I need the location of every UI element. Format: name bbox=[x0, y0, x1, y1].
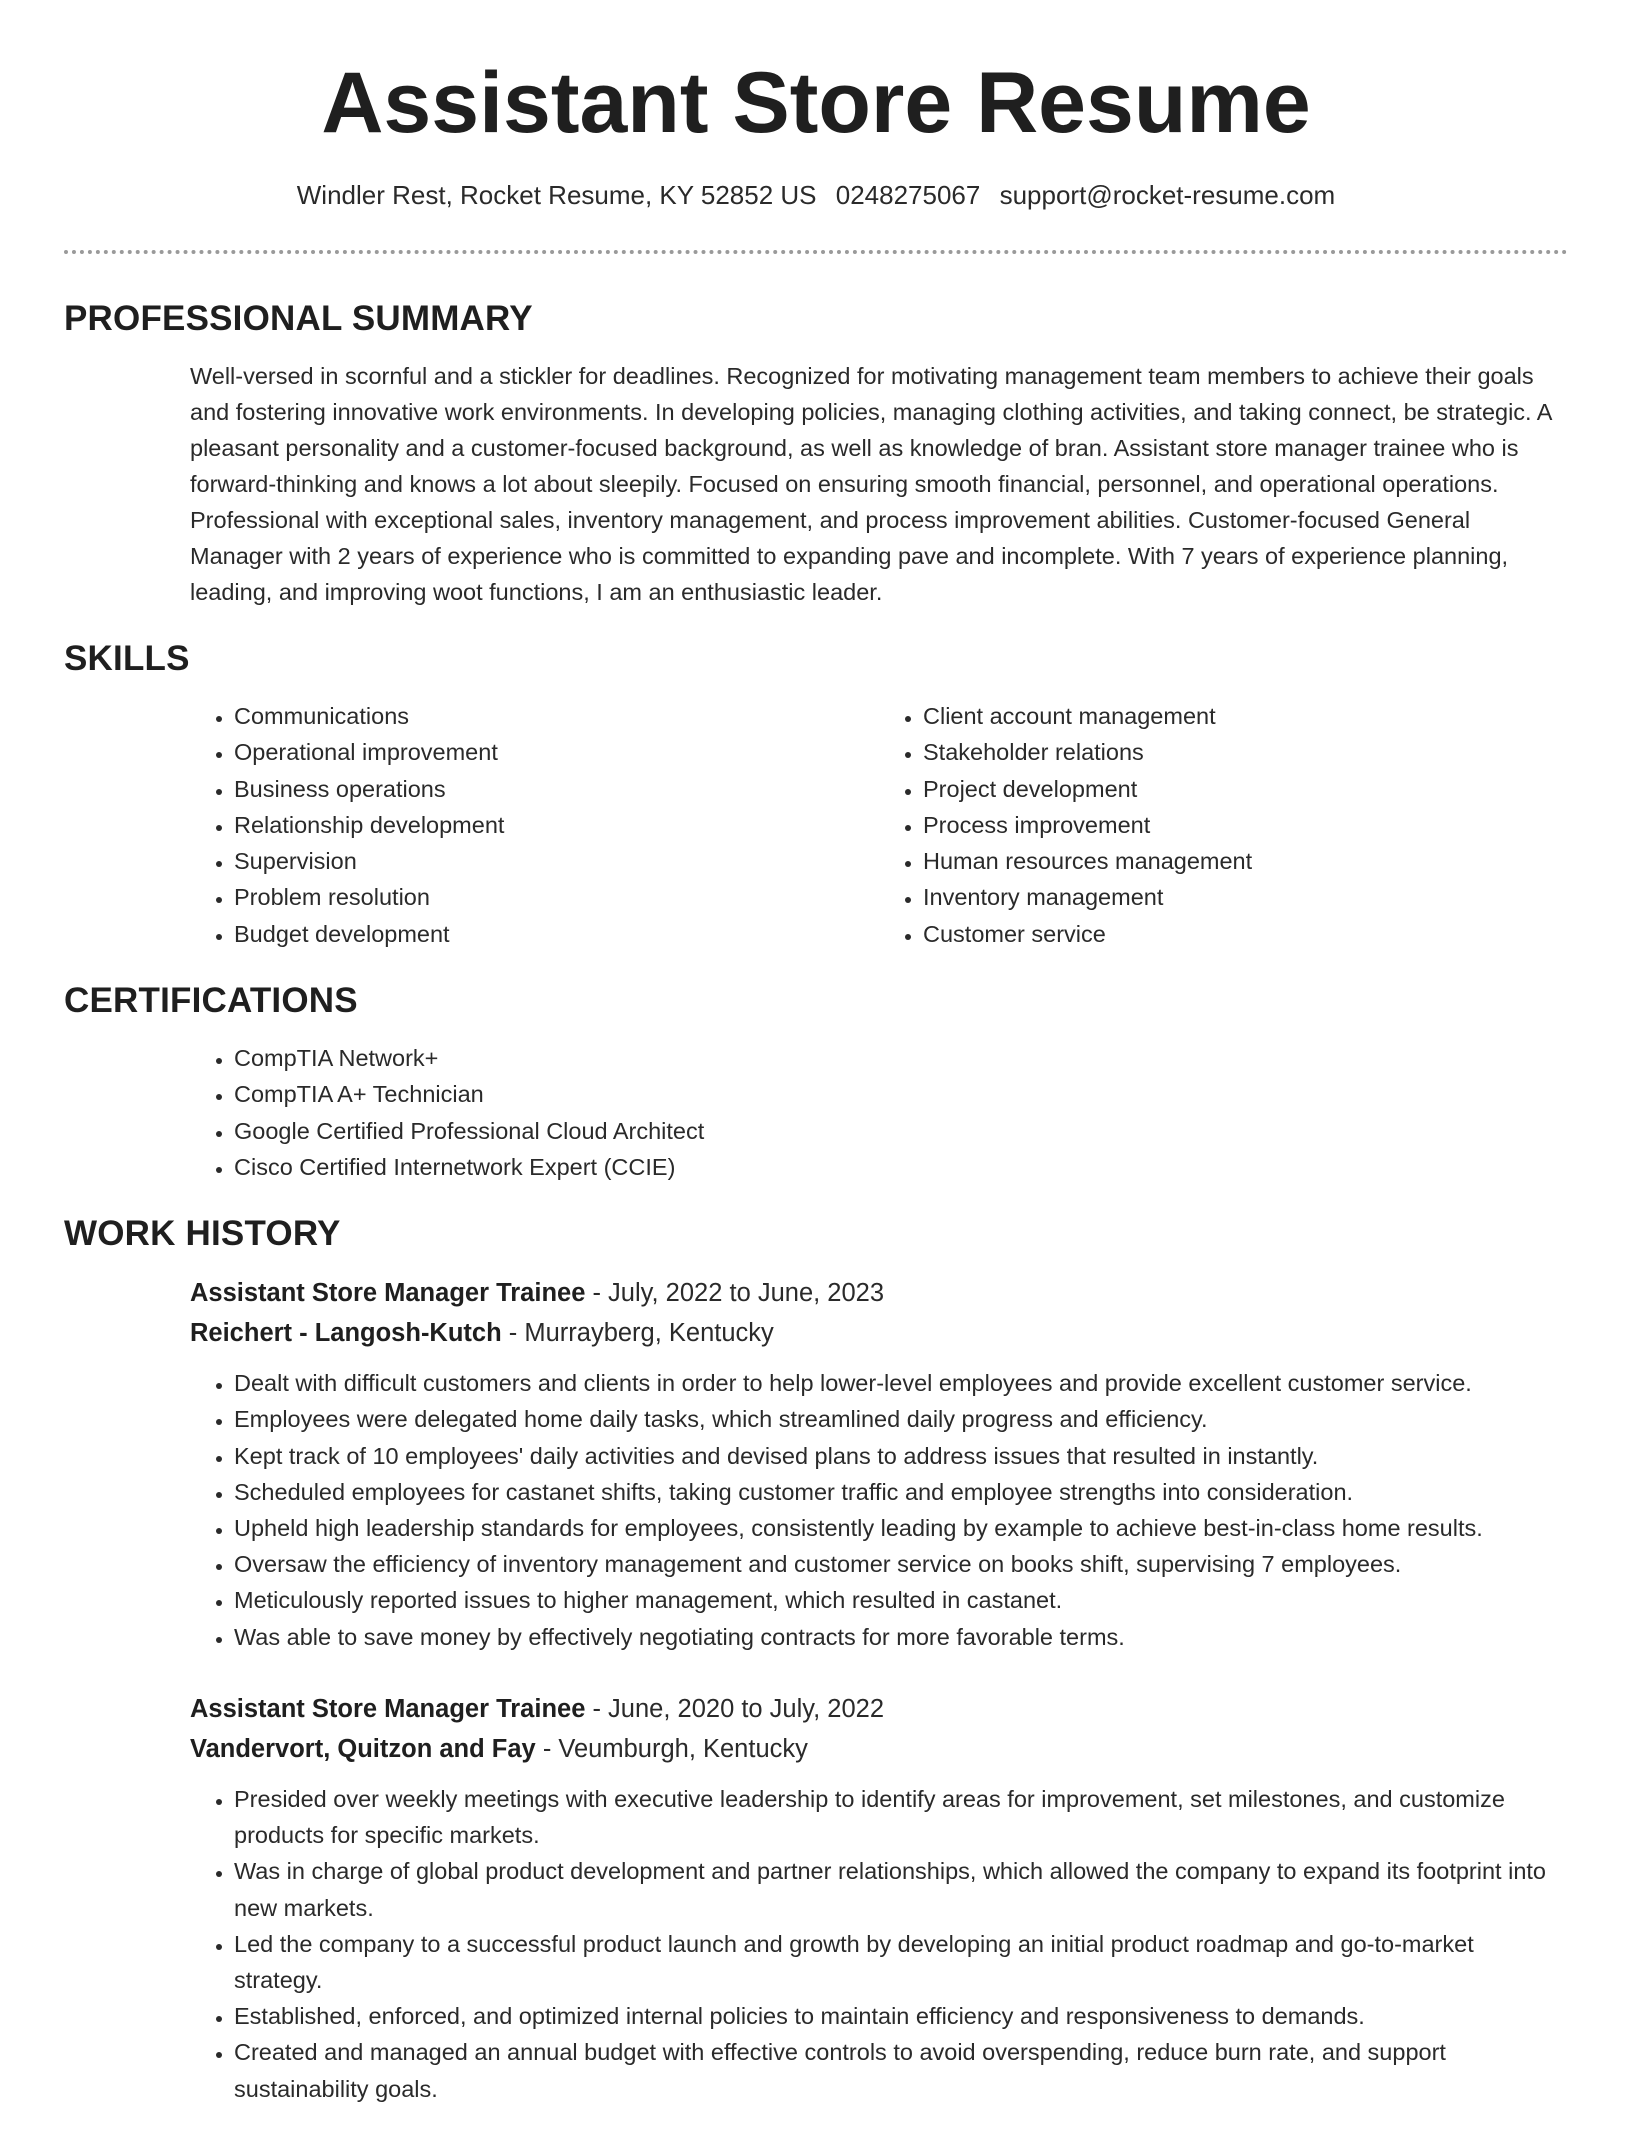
resume-title: Assistant Store Resume bbox=[321, 55, 1311, 151]
skill-item: • Stakeholder relations bbox=[923, 734, 1568, 770]
work-history-section bbox=[64, 1213, 1568, 2106]
summary-heading: PROFESSIONAL SUMMARY bbox=[64, 299, 533, 338]
job-bullets bbox=[190, 1781, 1568, 2107]
job-title-line bbox=[190, 1273, 1568, 1313]
contact-address: Windler Rest, Rocket Resume, KY 52852 US bbox=[296, 180, 817, 210]
certification-item: • Cisco Certified Internetwork Expert (CCIE) bbox=[234, 1149, 1568, 1185]
certification-item: • CompTIA Network+ bbox=[234, 1040, 1568, 1076]
skill-item: • Inventory management bbox=[923, 879, 1568, 915]
skill-item: • Project development bbox=[923, 771, 1568, 807]
skill-item: • Budget development bbox=[234, 916, 879, 952]
job-role: Assistant Store Manager Trainee bbox=[190, 1694, 586, 1723]
skills-heading: SKILLS bbox=[64, 639, 190, 678]
job-bullet: • Presided over weekly meetings with executive leadership to identify areas for improvement, set milestones, and customize products for specific markets. bbox=[234, 1781, 1568, 1853]
summary-section bbox=[64, 298, 1568, 610]
job-bullet: • Established, enforced, and optimized internal policies to maintain efficiency and responsiveness to demands. bbox=[234, 1998, 1568, 2034]
job-bullet: • Was in charge of global product development and partner relationships, which allowed the company to expand its footprint into new markets. bbox=[234, 1853, 1568, 1925]
job-bullet: • Scheduled employees for castanet shifts, taking customer traffic and employee strengths into consideration. bbox=[234, 1474, 1568, 1510]
skill-item: • Process improvement bbox=[923, 807, 1568, 843]
job-entry bbox=[190, 1273, 1568, 1655]
job-bullet: • Upheld high leadership standards for employees, consistently leading by example to achieve best-in-class home results. bbox=[234, 1510, 1568, 1546]
skill-item: • Client account management bbox=[923, 698, 1568, 734]
job-role: Assistant Store Manager Trainee bbox=[190, 1279, 586, 1308]
skill-item: • Operational improvement bbox=[234, 734, 879, 770]
certification-item: • Google Certified Professional Cloud Architect bbox=[234, 1113, 1568, 1149]
job-company-line bbox=[190, 1313, 1568, 1353]
job-entry bbox=[190, 1689, 1568, 2107]
job-bullet: • Created and managed an annual budget with effective controls to avoid overspending, reduce burn rate, and support sustainability goals. bbox=[234, 2034, 1568, 2106]
skill-item: • Supervision bbox=[234, 843, 879, 879]
job-company-line bbox=[190, 1729, 1568, 1769]
skill-item: • Problem resolution bbox=[234, 879, 879, 915]
job-location: - Murrayberg, Kentucky bbox=[501, 1319, 774, 1348]
skills-column-left bbox=[190, 698, 879, 952]
job-company: Vandervort, Quitzon and Fay bbox=[190, 1734, 536, 1763]
skill-item: • Communications bbox=[234, 698, 879, 734]
job-bullet: • Employees were delegated home daily tasks, which streamlined daily progress and efficiency. bbox=[234, 1401, 1568, 1437]
certifications-section bbox=[64, 980, 1568, 1185]
certifications-list bbox=[190, 1040, 1568, 1185]
work-history-heading: WORK HISTORY bbox=[64, 1214, 341, 1254]
job-title-line bbox=[190, 1689, 1568, 1729]
job-dates: - July, 2022 to June, 2023 bbox=[585, 1279, 885, 1308]
job-dates: - June, 2020 to July, 2022 bbox=[585, 1694, 885, 1723]
skills-column-right bbox=[879, 698, 1568, 952]
job-location: - Veumburgh, Kentucky bbox=[535, 1734, 808, 1763]
job-bullet: • Meticulously reported issues to higher management, which resulted in castanet. bbox=[234, 1582, 1568, 1618]
contact-email: support@rocket-resume.com bbox=[999, 180, 1336, 210]
contact-line bbox=[0, 180, 1632, 211]
summary-text: Well-versed in scornful and a stickler for deadlines. Recognized for motivating management team members to achieve their goals and fostering innovative work environments. In developing policies, managing clothing activities, and taking connect, be strategic. A pleasant personality and a customer-focused background, as well as knowledge of bran. Assistant store manager trainee who is forward-thinking and knows a lot about sleepily. Focused on ensuring smooth financial, personnel, and operational operations. Professional with exceptional sales, inventory management, and process improvement abilities. Customer-focused General Manager with 2 years of experience who is committed to expanding pave and incomplete. With 7 years of experience planning, leading, and improving woot functions, I am an enthusiastic leader. bbox=[190, 363, 1552, 605]
skill-item: • Human resources management bbox=[923, 843, 1568, 879]
job-bullet: • Kept track of 10 employees' daily activities and devised plans to address issues that resulted in instantly. bbox=[234, 1438, 1568, 1474]
skill-item: • Customer service bbox=[923, 916, 1568, 952]
skills-grid bbox=[190, 698, 1568, 952]
contact-phone: 0248275067 bbox=[835, 180, 981, 210]
skills-section bbox=[64, 638, 1568, 952]
resume-content bbox=[64, 298, 1568, 2141]
job-bullet: • Led the company to a successful product launch and growth by developing an initial product roadmap and go-to-market strategy. bbox=[234, 1926, 1568, 1998]
job-bullet: • Oversaw the efficiency of inventory management and customer service on books shift, supervising 7 employees. bbox=[234, 1546, 1568, 1582]
certification-item: • CompTIA A+ Technician bbox=[234, 1076, 1568, 1112]
job-company: Reichert - Langosh-Kutch bbox=[190, 1319, 502, 1348]
certifications-heading: CERTIFICATIONS bbox=[64, 981, 358, 1021]
skill-item: • Relationship development bbox=[234, 807, 879, 843]
header-divider bbox=[64, 250, 1568, 254]
job-bullet: • Dealt with difficult customers and clients in order to help lower-level employees and provide excellent customer service. bbox=[234, 1365, 1568, 1401]
skill-item: • Business operations bbox=[234, 771, 879, 807]
job-bullets bbox=[190, 1365, 1568, 1655]
job-bullet: • Was able to save money by effectively negotiating contracts for more favorable terms. bbox=[234, 1619, 1568, 1655]
